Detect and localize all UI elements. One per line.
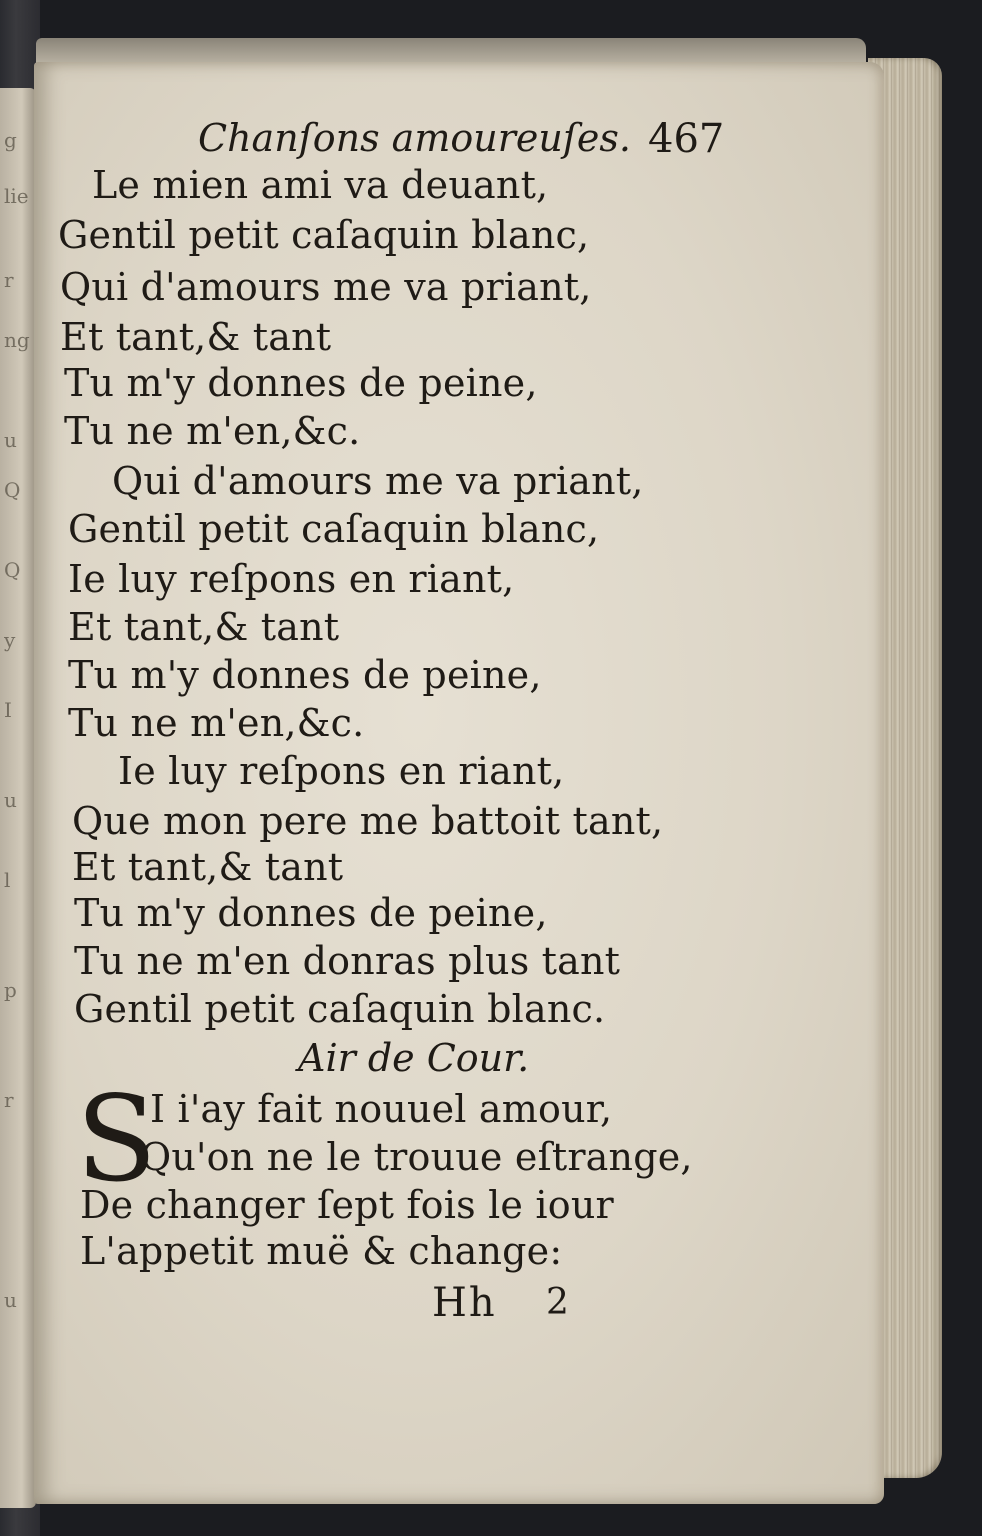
verse-line: Tu m'y donnes de peine, <box>74 891 548 935</box>
left-page-fragment: I <box>4 698 12 722</box>
verse-line: Tu m'y donnes de peine, <box>64 361 538 405</box>
left-page-fragment: p <box>4 978 17 1002</box>
left-page-fragment: u <box>4 1288 17 1312</box>
drop-cap: S <box>76 1070 157 1208</box>
verse-line: Tu ne m'en,&c. <box>68 701 365 745</box>
verse-line: Qui d'amours me va priant, <box>60 265 592 309</box>
left-page-fragment: u <box>4 788 17 812</box>
page-stack-top-edge <box>36 38 866 64</box>
left-page-fragment: l <box>4 868 11 892</box>
left-page-fragment: r <box>4 268 14 292</box>
verse-line: L'appetit muë & change: <box>80 1229 563 1273</box>
verse-line: Tu ne m'en donras plus tant <box>74 939 621 983</box>
left-page-edge <box>0 88 36 1508</box>
section-title: Air de Cour. <box>298 1036 530 1080</box>
verse-line: Tu m'y donnes de peine, <box>68 653 542 697</box>
verse-line: Gentil petit caſaquin blanc. <box>74 987 606 1031</box>
verse-line: Le mien ami va deuant, <box>92 163 549 207</box>
left-page-fragment: lie <box>4 184 29 208</box>
verse-line: De changer ſept fois le iour <box>80 1183 614 1227</box>
left-page-fragment: y <box>4 628 16 652</box>
verse-line: Que mon pere me battoit tant, <box>72 799 664 843</box>
verse-line: Tu ne m'en,&c. <box>64 409 361 453</box>
left-page-fragment: r <box>4 1088 14 1112</box>
left-page-fragment: Q <box>4 558 21 582</box>
running-header-title: Chanſons amoureuſes. <box>198 116 631 160</box>
left-page-fragment: Q <box>4 478 21 502</box>
verse-line: Ie luy reſpons en riant, <box>118 749 565 793</box>
signature-number: 2 <box>546 1282 569 1323</box>
verse-line: Qu'on ne le trouue eſtrange, <box>140 1135 693 1179</box>
verse-line: Ie luy reſpons en riant, <box>68 557 515 601</box>
verse-line: Et tant,& tant <box>60 315 332 359</box>
verse-line: Gentil petit caſaquin blanc, <box>68 507 600 551</box>
left-page-fragment: u <box>4 428 17 452</box>
signature-mark: Hh <box>432 1280 497 1326</box>
verse-line: I i'ay fait nouuel amour, <box>150 1087 613 1131</box>
verse-line: Gentil petit caſaquin blanc, <box>58 213 590 257</box>
verse-line: Qui d'amours me va priant, <box>112 459 644 503</box>
left-page-fragment: ng <box>4 328 30 352</box>
left-page-fragment: g <box>4 128 17 152</box>
verse-line: Et tant,& tant <box>72 845 344 889</box>
verse-line: Et tant,& tant <box>68 605 340 649</box>
page-number: 467 <box>648 116 725 162</box>
